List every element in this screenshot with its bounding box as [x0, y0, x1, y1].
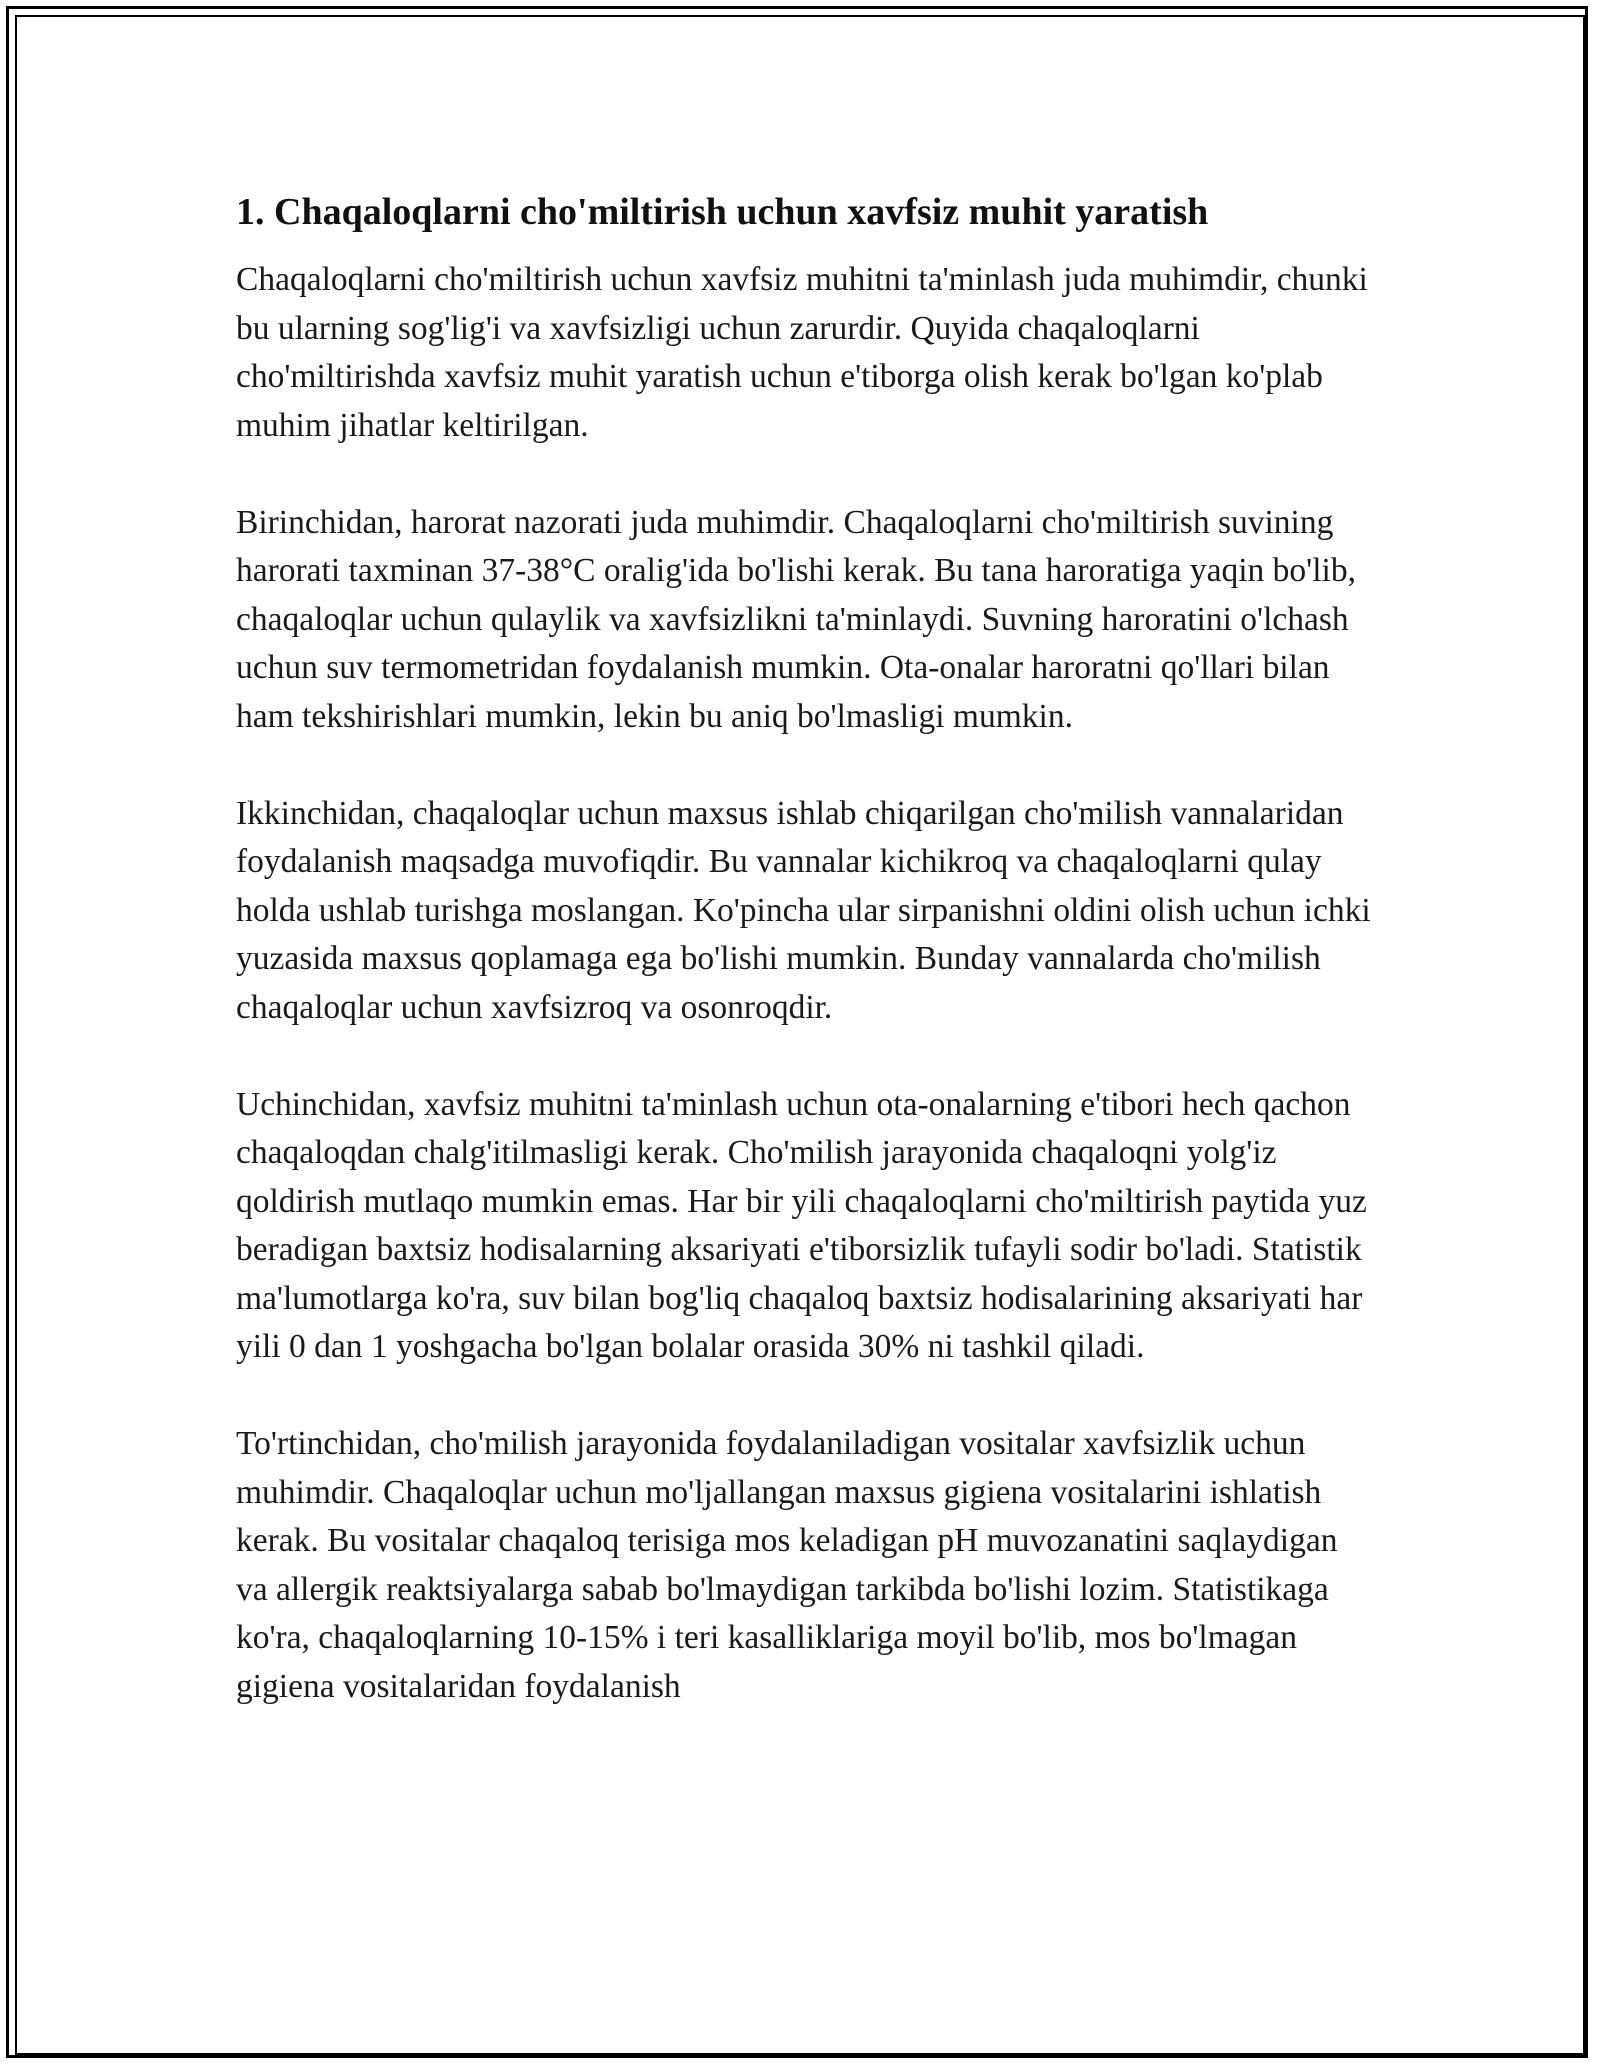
- document-title: 1. Chaqaloqlarni cho'miltirish uchun xavfsiz muhit yaratish: [236, 191, 1209, 233]
- paragraph-intro: Chaqaloqlarni cho'miltirish uchun xavfsiz muhitni ta'minlash juda muhimdir, chunki bu ularning sog'lig'i va xavfsizligi uchun zarurdir. Quyida chaqaloqlarni cho'miltirishda xavfsiz muhit yaratish uchun e'tiborga olish kerak bo'lgan ko'plab muhim jihatlar keltirilgan.: [236, 261, 1368, 444]
- paragraph-supervision: Uchinchidan, xavfsiz muhitni ta'minlash uchun ota-onalarning e'tibori hech qachon chaqaloqdan chalg'itilmasligi kerak. Cho'milish jarayonida chaqaloqni yolg'iz qoldirish mutlaqo mumkin emas. Har bir yili chaqaloqlarni cho'miltirish paytida yuz beradigan baxtsiz hodisalarning aksariyati e'tiborsizlik tufayli sodir bo'ladi. Statistik ma'lumotlarga ko'ra, suv bilan bog'liq chaqaloq baxtsiz hodisalarining aksariyati har yili 0 dan 1 yoshgacha bo'lgan bolalar orasida 30% ni tashkil qiladi.: [236, 1085, 1367, 1365]
- paragraph-hygiene-products: To'rtinchidan, cho'milish jarayonida foydalaniladigan vositalar xavfsizlik uchun muhimdir. Chaqaloqlar uchun mo'ljallangan maxsus gigiena vositalarini ishlatish kerak. Bu vositalar chaqaloq terisiga mos keladigan pH muvozanatini saqlaydigan va allergik reaktsiyalarga sabab bo'lmaydigan tarkibda bo'lishi lozim. Statistikaga ko'ra, chaqaloqlarning 10-15% i teri kasalliklariga moyil bo'lib, mos bo'lmagan gigiena vositalaridan foydalanish: [236, 1425, 1338, 1705]
- paragraph-bathtubs: Ikkinchidan, chaqaloqlar uchun maxsus ishlab chiqarilgan cho'milish vannalaridan foydalanish maqsadga muvofiqdir. Bu vannalar kichikroq va chaqaloqlarni qulay holda ushlab turishga moslangan. Ko'pincha ular sirpanishni oldini olish uchun ichki yuzasida maxsus qoplamaga ega bo'lishi mumkin. Bunday vannalarda cho'milish chaqaloqlar uchun xavfsizroq va osonroqdir.: [236, 794, 1371, 1026]
- document-body: [236, 186, 1376, 1760]
- paragraph-temperature: Birinchidan, harorat nazorati juda muhimdir. Chaqaloqlarni cho'miltirish suvining harorati taxminan 37-38°C oralig'ida bo'lishi kerak. Bu tana haroratiga yaqin bo'lib, chaqaloqlar uchun qulaylik va xavfsizlikni ta'minlaydi. Suvning haroratini o'lchash uchun suv termometridan foydalanish mumkin. Ota-onalar haroratni qo'llari bilan ham tekshirishlari mumkin, lekin bu aniq bo'lmasligi mumkin.: [236, 503, 1356, 735]
